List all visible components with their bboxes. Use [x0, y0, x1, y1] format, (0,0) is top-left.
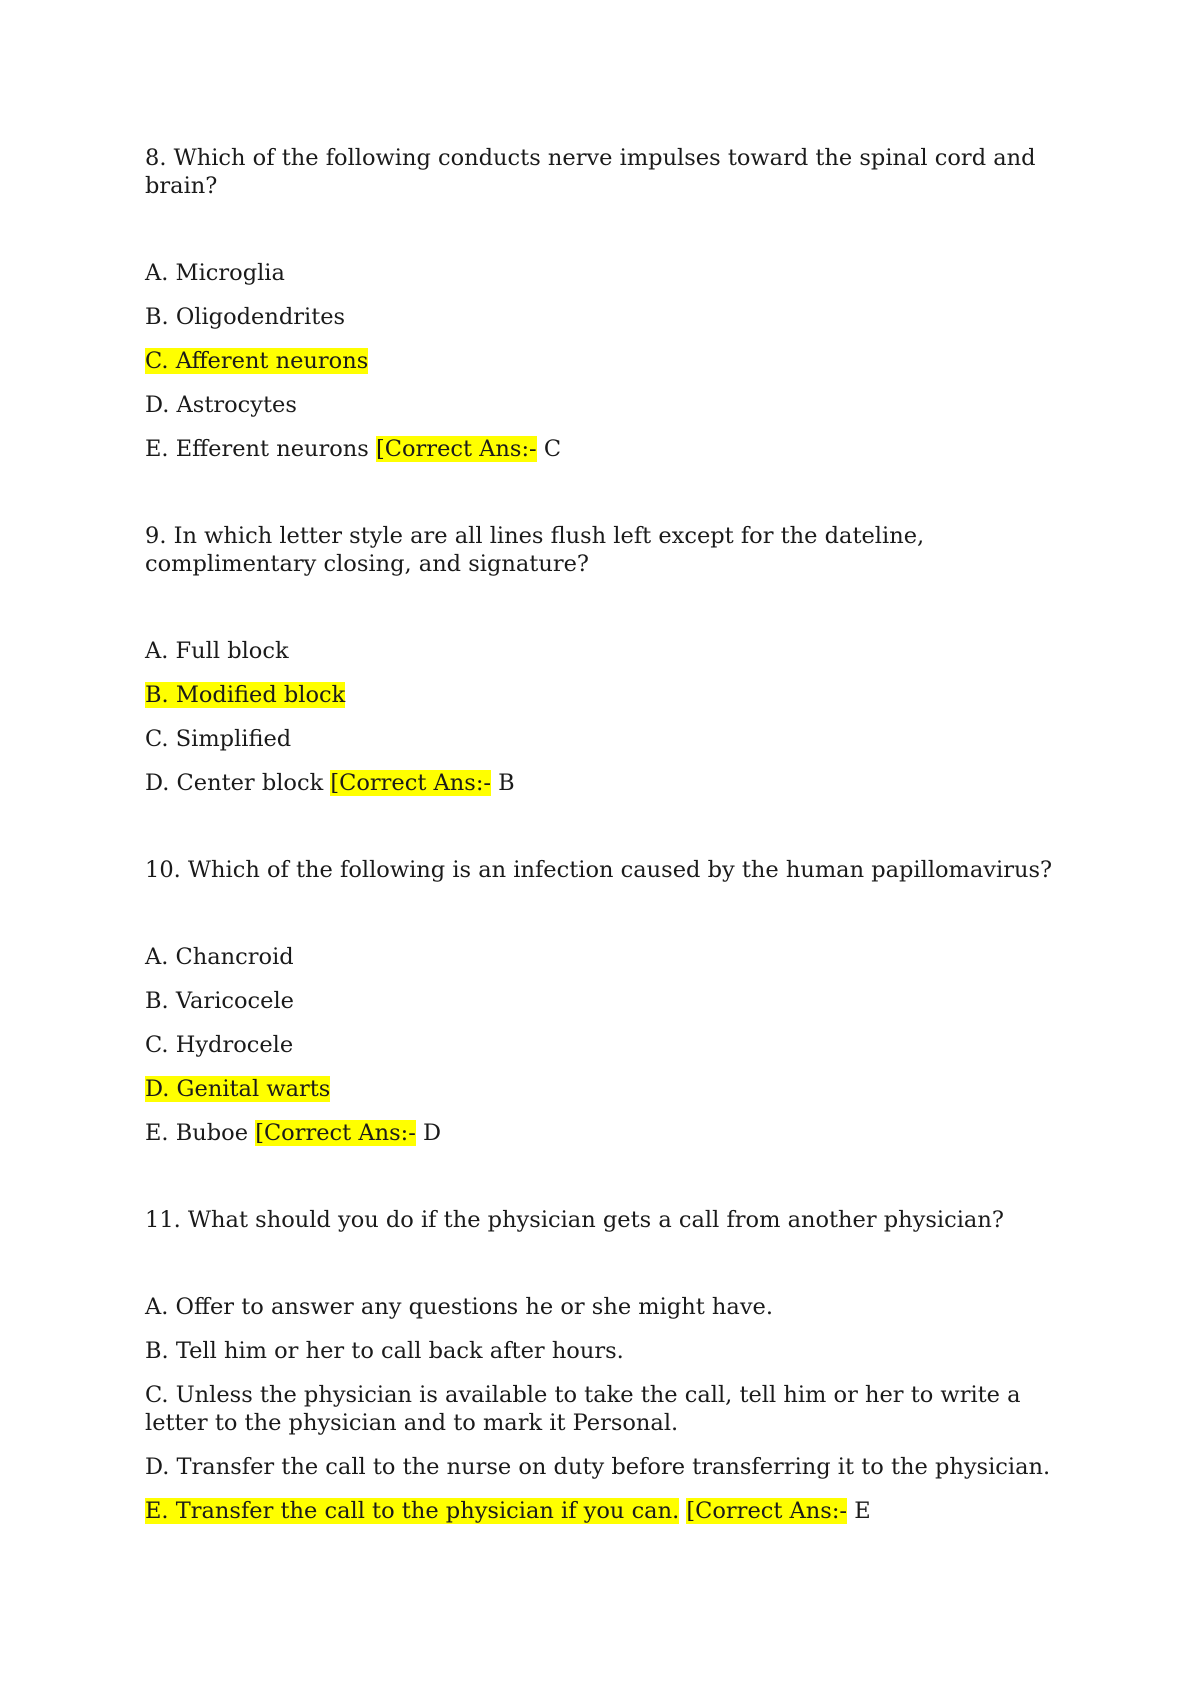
option-b: B. Oligodendrites: [145, 304, 346, 330]
question-8: [145, 144, 1065, 463]
answer-marker: [Correct Ans:-: [330, 770, 492, 796]
question-text: 10. Which of the following is an infection caused by the human papillomavirus?: [145, 857, 1053, 883]
question-11: [145, 1206, 1065, 1525]
option-b-correct: [145, 681, 1065, 709]
question-text: 8. Which of the following conducts nerve impulses toward the spinal cord and brain?: [145, 145, 1036, 199]
option-c: C. Simplified: [145, 726, 292, 752]
option-b: B. Tell him or her to call back after hours.: [145, 1338, 624, 1364]
option-a: A. Full block: [145, 638, 289, 664]
answer-letter: E: [854, 1498, 871, 1524]
option-label: D. Center block: [145, 770, 324, 796]
option-d: D. Transfer the call to the nurse on duty before transferring it to the physician.: [145, 1454, 1051, 1480]
answer-marker: [Correct Ans:-: [376, 436, 537, 462]
option-a: A. Microglia: [145, 260, 285, 286]
answer-letter: C: [543, 436, 562, 462]
option-d: D. Astrocytes: [145, 392, 297, 418]
option-b: B. Varicocele: [145, 988, 294, 1014]
option-e-correct: [145, 1497, 1065, 1525]
answer-marker: [Correct Ans:-: [255, 1120, 416, 1146]
option-a: A. Offer to answer any questions he or she might have.: [145, 1294, 774, 1320]
highlighted-answer: C. Afferent neurons: [145, 348, 369, 374]
answer-letter: D: [422, 1120, 442, 1146]
option-d: [145, 769, 1065, 797]
highlighted-answer: B. Modified block: [145, 682, 346, 708]
option-e: [145, 1119, 1065, 1147]
answer-letter: B: [498, 770, 515, 796]
question-text: 9. In which letter style are all lines flush left except for the dateline, complimentary closing, and signature?: [145, 523, 925, 577]
document-page: [145, 144, 1065, 1584]
option-c: C. Unless the physician is available to take the call, tell him or her to write a letter to the physician and to mark it Personal.: [145, 1382, 1021, 1436]
highlighted-answer: E. Transfer the call to the physician if you can.: [145, 1498, 680, 1524]
option-label: E. Buboe: [145, 1120, 249, 1146]
question-text: 11. What should you do if the physician gets a call from another physician?: [145, 1207, 1004, 1233]
option-d-correct: [145, 1075, 1065, 1103]
question-10: [145, 856, 1065, 1147]
answer-marker: [Correct Ans:-: [686, 1498, 848, 1524]
highlighted-answer: D. Genital warts: [145, 1076, 331, 1102]
option-a: A. Chancroid: [145, 944, 294, 970]
option-c: C. Hydrocele: [145, 1032, 294, 1058]
option-c-correct: [145, 347, 1065, 375]
option-e: [145, 435, 1065, 463]
option-label: E. Efferent neurons: [145, 436, 369, 462]
question-9: [145, 522, 1065, 797]
